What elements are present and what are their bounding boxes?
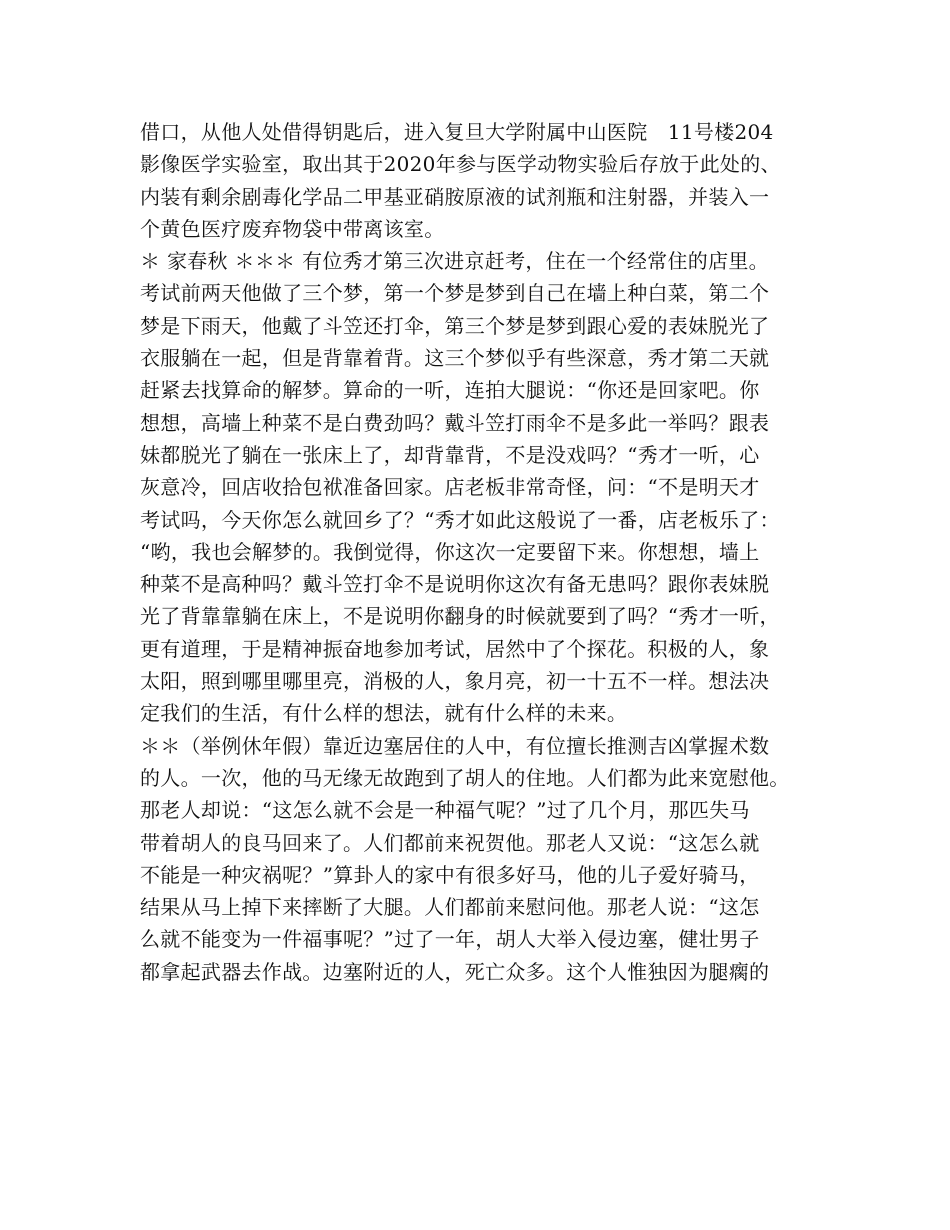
- text-line: 内装有剩余剧毒化学品二甲基亚硝胺原液的试剂瓶和注射器，并装入一: [140, 184, 770, 209]
- text-line: 借口，从他人处借得钥匙后，进入复旦大学附属中山医院 11号楼204: [140, 120, 774, 144]
- text-line: 考试前两天他做了三个梦，第一个梦是梦到自己在墙上种白菜，第二个: [140, 281, 770, 306]
- text-line: 更有道理，于是精神振奋地参加考试，居然中了个探花。积极的人，象: [140, 636, 770, 661]
- text-line: 考试吗，今天你怎么就回乡了？“秀才如此这般说了一番，店老板乐了：: [140, 507, 780, 532]
- text-line: 梦是下雨天，他戴了斗笠还打伞，第三个梦是梦到跟心爱的表妹脱光了: [140, 313, 770, 338]
- text-line: 妹都脱光了躺在一张床上了，却背靠背，不是没戏吗？“秀才一听，心: [140, 442, 760, 467]
- body-text: [140, 116, 830, 988]
- text-line: 都拿起武器去作战。边塞附近的人，死亡众多。这个人惟独因为腿瘸的: [140, 959, 770, 984]
- text-line: 么就不能变为一件福事呢？”过了一年，胡人大举入侵边塞，健壮男子: [140, 927, 760, 952]
- text-line: 不能是一种灾祸呢？”算卦人的家中有很多好马，他的儿子爱好骑马，: [140, 862, 760, 887]
- text-line: 衣服躺在一起，但是背靠着背。这三个梦似乎有些深意，秀才第二天就: [140, 346, 770, 371]
- text-line: 影像医学实验室，取出其于2020年参与医学动物实验后存放于此处的、: [140, 152, 781, 177]
- text-line: 种菜不是高种吗？戴斗笠打伞不是说明你这次有备无患吗？跟你表妹脱: [140, 572, 770, 597]
- text-line: 那老人却说：“这怎么就不会是一种福气呢？”过了几个月，那匹失马: [140, 798, 750, 823]
- text-line: 带着胡人的良马回来了。人们都前来祝贺他。那老人又说：“这怎么就: [140, 830, 760, 855]
- text-line: 定我们的生活，有什么样的想法，就有什么样的未来。: [140, 701, 628, 726]
- text-line: 结果从马上掉下来摔断了大腿。人们都前来慰问他。那老人说：“这怎: [140, 895, 760, 920]
- text-line: ＊ 家春秋 ＊＊＊ 有位秀才第三次进京赶考，住在一个经常住的店里。: [140, 249, 769, 274]
- text-line: 太阳，照到哪里哪里亮，消极的人，象月亮，初一十五不一样。想法决: [140, 669, 770, 694]
- text-line: 光了背靠靠躺在床上，不是说明你翻身的时候就要到了吗？“秀才一听，: [140, 604, 780, 629]
- text-line: 灰意冷，回店收拾包袱准备回家。店老板非常奇怪，问：“不是明天才: [140, 475, 760, 500]
- text-line: 的人。一次，他的马无缘无故跑到了胡人的住地。人们都为此来宽慰他。: [140, 765, 790, 790]
- text-line: “哟，我也会解梦的。我倒觉得，你这次一定要留下来。你想想，墙上: [140, 539, 760, 564]
- text-line: ＊＊（举例休年假）靠近边塞居住的人中，有位擅长推测吉凶掌握术数: [140, 733, 770, 758]
- text-line: 赶紧去找算命的解梦。算命的一听，连拍大腿说：“你还是回家吧。你: [140, 378, 760, 403]
- text-line: 想想，高墙上种菜不是白费劲吗？戴斗笠打雨伞不是多此一举吗？跟表: [140, 410, 770, 435]
- text-line: 个黄色医疗废弃物袋中带离该室。: [140, 216, 445, 241]
